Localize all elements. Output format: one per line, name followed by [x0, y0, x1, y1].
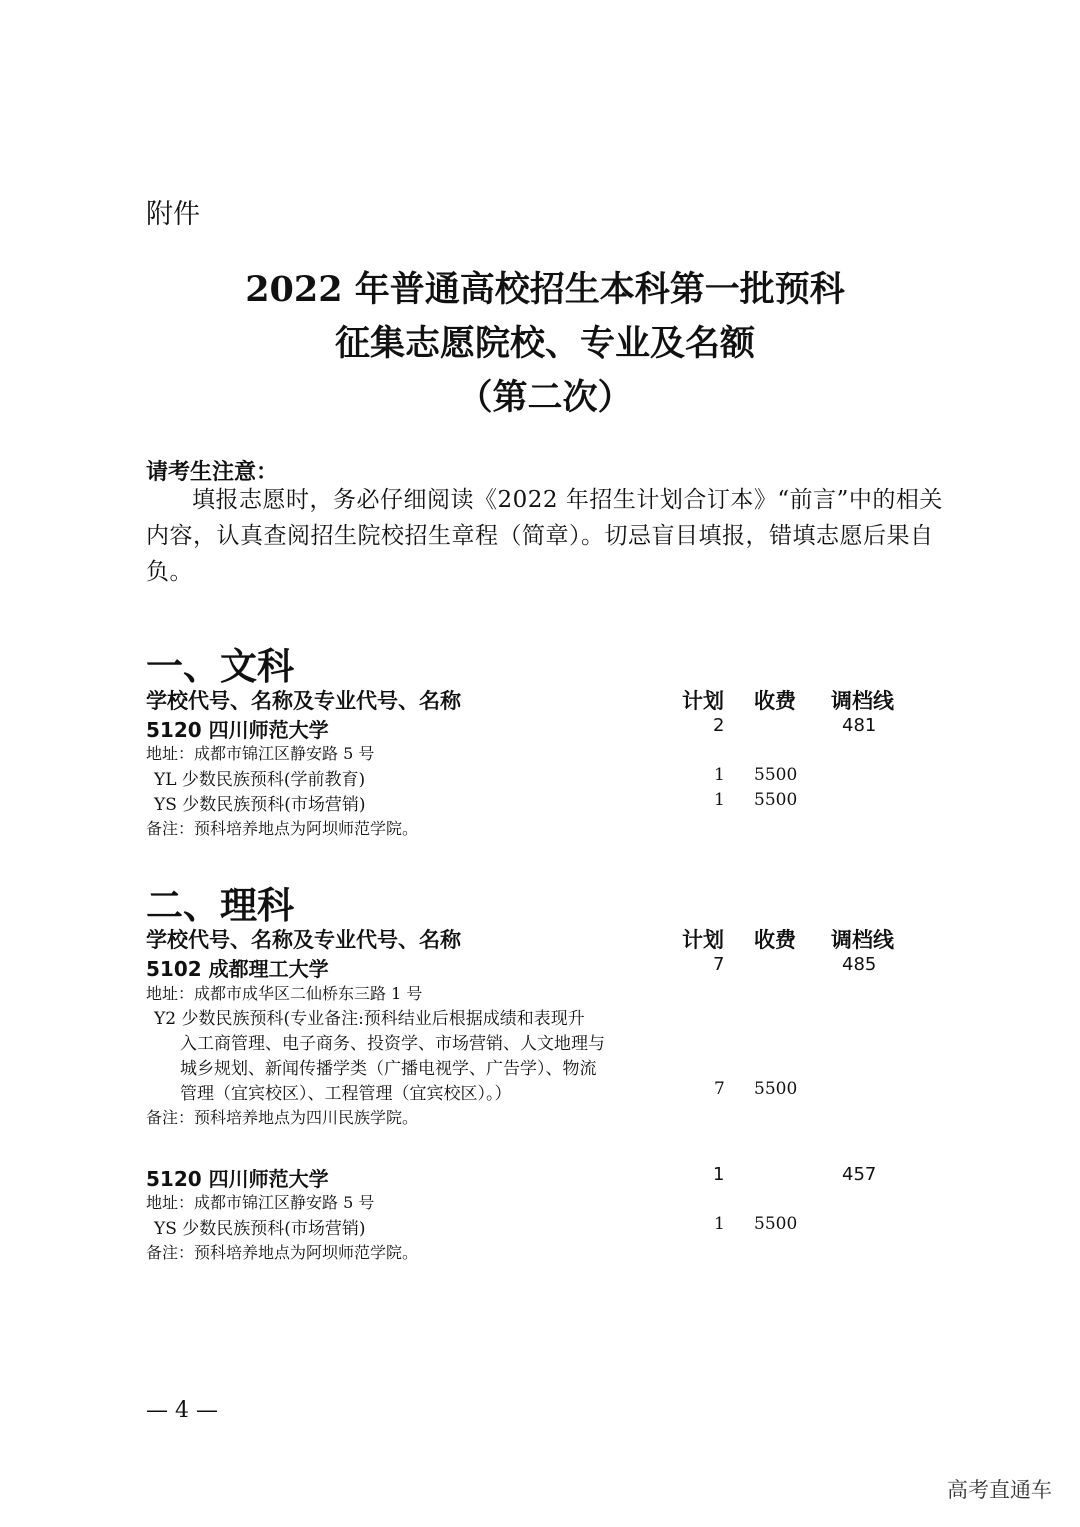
attachment-label: 附件 [146, 199, 200, 230]
header-plan: 计划 [682, 689, 724, 713]
school-cutoff: 485 [842, 954, 877, 975]
watermark: 高考直通车 [947, 1478, 1052, 1502]
school-code-name: 5120 四川师范大学 [146, 718, 329, 742]
major-name: YS 少数民族预科(市场营销) [154, 795, 366, 815]
major-fee: 5500 [754, 1079, 798, 1099]
school-code-name: 5120 四川师范大学 [146, 1167, 329, 1191]
school-remark: 备注：预科培养地点为四川民族学院。 [146, 1108, 419, 1127]
major-name-line: 管理（宜宾校区）、工程管理（宜宾校区）。） [180, 1084, 512, 1104]
header-plan: 计划 [682, 928, 724, 952]
school-address: 地址：成都市成华区二仙桥东三路 1 号 [146, 984, 423, 1003]
major-name: YL 少数民族预科(学前教育) [154, 770, 366, 790]
header-cutoff: 调档线 [831, 928, 894, 952]
school-address: 地址：成都市锦江区静安路 5 号 [146, 744, 375, 763]
page-title-line2: 征集志愿院校、专业及名额 [334, 323, 755, 364]
major-name-line: Y2 少数民族预科(专业备注:预科结业后根据成绩和表现升 [154, 1009, 585, 1029]
header-name: 学校代号、名称及专业代号、名称 [146, 689, 461, 713]
school-cutoff: 457 [842, 1164, 877, 1185]
school-code-name: 5102 成都理工大学 [146, 957, 329, 981]
page-title-line3: （第二次） [457, 377, 633, 418]
major-fee: 5500 [754, 1214, 798, 1234]
section-title-liberal-arts: 一、文科 [146, 645, 294, 688]
major-plan: 7 [714, 1079, 725, 1099]
major-plan: 1 [714, 765, 725, 785]
header-cutoff: 调档线 [831, 689, 894, 713]
major-plan: 1 [714, 1214, 725, 1234]
notice-heading: 请考生注意： [146, 459, 279, 485]
school-remark: 备注：预科培养地点为阿坝师范学院。 [146, 1243, 419, 1262]
school-plan: 2 [713, 715, 725, 736]
header-fee: 收费 [754, 689, 796, 713]
school-plan: 7 [713, 954, 725, 975]
school-address: 地址：成都市锦江区静安路 5 号 [146, 1193, 375, 1212]
school-plan: 1 [713, 1164, 725, 1185]
major-plan: 1 [714, 790, 725, 810]
major-name-line: 入工商管理、电子商务、投资学、市场营销、人文地理与 [180, 1034, 605, 1054]
page-title-line1: 2022 年普通高校招生本科第一批预科 [245, 269, 845, 310]
notice-body: 填报志愿时，务必仔细阅读《2022 年招生计划合订本》“前言”中的相关内容，认真查阅招生院校招生章程（简章）。切忌盲目填报，错填志愿后果自负。 [146, 487, 943, 585]
school-cutoff: 481 [842, 715, 877, 736]
major-fee: 5500 [754, 765, 798, 785]
header-name: 学校代号、名称及专业代号、名称 [146, 928, 461, 952]
section-title-science: 二、理科 [146, 884, 294, 927]
header-fee: 收费 [754, 928, 796, 952]
major-name: YS 少数民族预科(市场营销) [154, 1219, 366, 1239]
major-name-line: 城乡规划、新闻传播学类（广播电视学、广告学）、物流 [180, 1059, 597, 1079]
school-remark: 备注：预科培养地点为阿坝师范学院。 [146, 819, 419, 838]
major-fee: 5500 [754, 790, 798, 810]
page-number: — 4 — [146, 1398, 218, 1423]
